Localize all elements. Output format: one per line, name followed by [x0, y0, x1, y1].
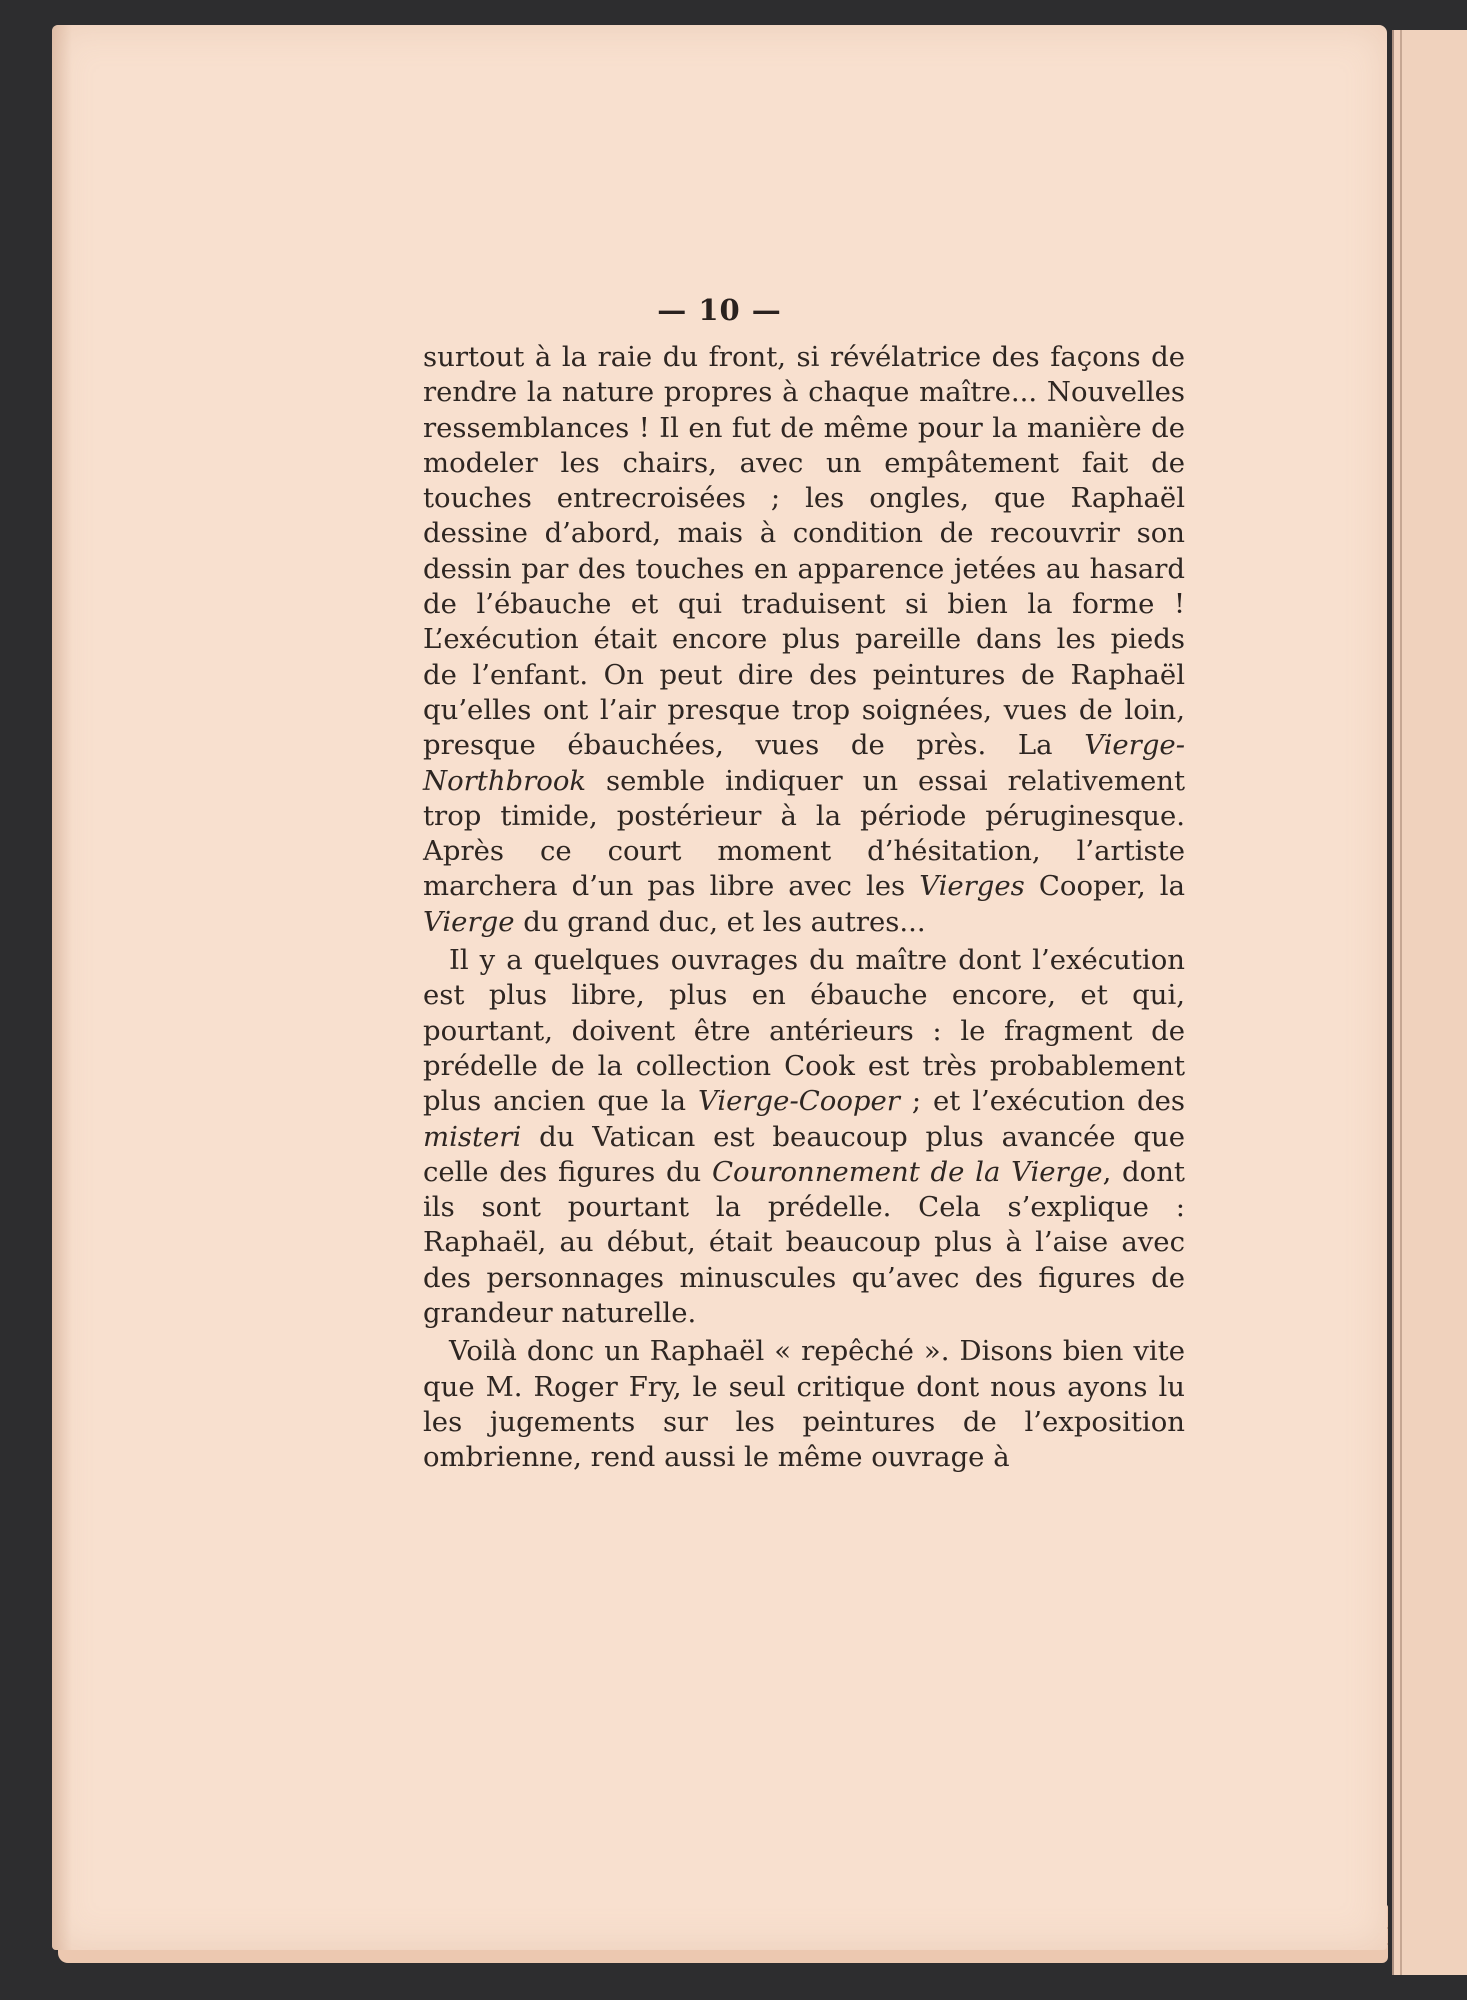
- paragraph-2: [423, 943, 1185, 1331]
- text-run: semble indiquer un essai relativement trop timide, postérieur à la période péruginesque. Après ce court moment d’hésitation, l’artiste marchera d’un pas libre avec les: [423, 764, 1185, 903]
- text-run: ; et l’exécution des: [899, 1085, 1185, 1118]
- paragraph-3: [423, 1334, 1185, 1475]
- body-text: [423, 340, 1185, 1476]
- italic-run: misteri: [423, 1120, 522, 1153]
- italic-run: Vierge-Cooper: [697, 1085, 900, 1118]
- book-page: [52, 25, 1387, 1950]
- italic-run: Vierges: [919, 870, 1025, 903]
- text-run: , dont ils sont pourtant la prédelle. Cela s’explique : Raphaël, au début, était beaucoup plus à l’aise avec des personnages minuscules qu’avec des figures de grandeur naturelle.: [423, 1155, 1185, 1330]
- text-run: du grand duc, et les autres...: [514, 905, 926, 938]
- adjacent-page-edge: [1392, 30, 1467, 1975]
- italic-run: Couronnement de la Vierge: [712, 1155, 1103, 1188]
- text-run: Cooper, la: [1024, 870, 1185, 903]
- italic-run: Vierge: [423, 905, 515, 938]
- text-run: du Vatican est beaucoup plus avancée que celle des figures du: [423, 1120, 1185, 1188]
- paragraph-1: [423, 340, 1185, 940]
- page-number: — 10 —: [657, 293, 782, 327]
- text-run: surtout à la raie du front, si révélatrice des façons de rendre la nature propres à chaque maître... Nouvelles ressemblances ! Il en fut de même pour la manière de modeler les chairs, avec un empâtement fait de touches entrecroisées ; les ongles, que Raphaël dessine d’abord, mais à condition de recouvrir son dessin par des touches en apparence jetées au hasard de l’ébauche et qui traduisent si bien la forme ! L’exécution était encore plus pareille dans les pieds de l’enfant. On peut dire des peintures de Raphaël qu’elles ont l’air presque trop soignées, vues de loin, presque ébauchées, vues de près. La: [423, 341, 1185, 762]
- italic-run: Vierge-Northbrook: [423, 729, 1185, 797]
- text-run: Voilà donc un Raphaël « repêché ». Disons bien vite que M. Roger Fry, le seul critique dont nous ayons lu les jugements sur les peintures de l’exposition ombrienne, rend aussi le même ouvrage à: [423, 1335, 1185, 1474]
- text-run: Il y a quelques ouvrages du maître dont l’exécution est plus libre, plus en ébauche encore, et qui, pourtant, doivent être antérieurs : le fragment de prédelle de la collection Cook est très probablement plus ancien que la: [423, 944, 1185, 1118]
